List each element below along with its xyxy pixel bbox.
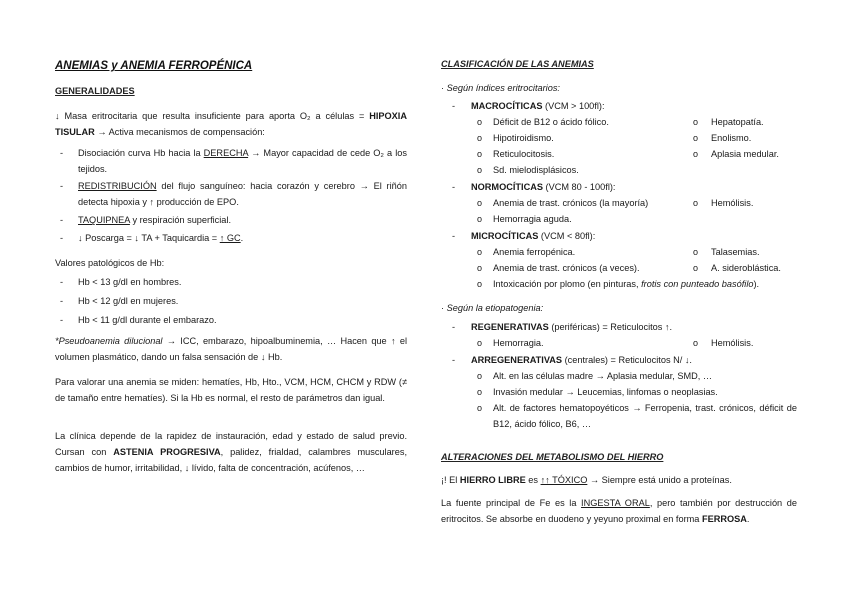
heading-clasificacion: CLASIFICACIÓN DE LAS ANEMIAS: [441, 59, 594, 69]
clinica-paragraph: La clínica depende de la rapidez de instauración, edad y estado de salud previo. Cursan con ASTENIA PROGRESIVA, palidez, frialdad, calambres musculares, cambios de humor, irritabilidad, ↓ lívido, falta de concentración, acúfenos, …: [55, 431, 407, 473]
intro-paragraph: ↓ Masa eritrocitaria que resulta insuficiente para aporta O₂ a células = HIPOXIA TISULAR → Activa mecanismos de compensación:: [55, 111, 407, 137]
heading-hierro: ALTERACIONES DEL METABOLISMO DEL HIERRO: [441, 452, 664, 462]
page-title: ANEMIAS y ANEMIA FERROPÉNICA: [55, 60, 253, 72]
valor-item: - Hb < 11 g/dl durante el embarazo.: [60, 315, 217, 325]
valores-title: Valores patológicos de Hb:: [55, 258, 165, 268]
arregenerativas-heading: - ARREGENERATIVAS (centrales) = Reticulocitos N/ ↓.: [452, 355, 692, 365]
etiopatogenia-label: · Según la etiopatogenia:: [441, 303, 544, 313]
normociticas-heading: - NORMOCÍTICAS (VCM 80 - 100fl):: [452, 182, 616, 192]
fuente-paragraph: La fuente principal de Fe es la INGESTA ORAL, pero también por destrucción de eritrocitos. Se absorbe en duodeno y yeyuno proximal en forma FERROSA.: [441, 498, 797, 524]
compensation-item: - REDISTRIBUCIÓN del flujo sanguíneo: hacia corazón y cerebro → El riñón detecta hipoxia y ↑ producción de EPO.: [60, 181, 407, 207]
macrociticas-heading: - MACROCÍTICAS (VCM > 100fl):: [452, 101, 605, 111]
microciticas-heading: - MICROCÍTICAS (VCM < 80fl):: [452, 231, 596, 241]
regenerativas-heading: - REGENERATIVAS (periféricas) = Reticulocitos ↑.: [452, 322, 673, 332]
hierro-libre-line: ¡! El HIERRO LIBRE es ↑↑ TÓXICO → Siempre está unido a proteínas.: [441, 475, 732, 485]
indices-label: · Según índices eritrocitarios:: [441, 83, 560, 93]
valor-item: - Hb < 12 g/dl en mujeres.: [60, 296, 179, 306]
valor-item: - Hb < 13 g/dl en hombres.: [60, 277, 182, 287]
compensation-item: - TAQUIPNEA y respiración superficial.: [60, 215, 232, 225]
valorar-paragraph: Para valorar una anemia se miden: hematíes, Hb, Hto., VCM, HCM, CHCM y RDW (≠ de tamaño entre hematíes). Si la Hb es normal, el resto de parámetros dan igual.: [55, 377, 407, 403]
compensation-item: - ↓ Poscarga = ↓ TA + Taquicardia = ↑ GC.: [60, 233, 244, 243]
pseudoanemia-paragraph: *Pseudoanemia dilucional → ICC, embarazo, hipoalbuminemia, … Hacen que ↑ el volumen plasmático, dando un falsa sensación de ↓ Hb.: [55, 336, 407, 362]
compensation-item: - Disociación curva Hb hacia la DERECHA → Mayor capacidad de cede O₂ a los tejidos.: [60, 148, 407, 174]
heading-generalidades: GENERALIDADES: [55, 86, 135, 96]
